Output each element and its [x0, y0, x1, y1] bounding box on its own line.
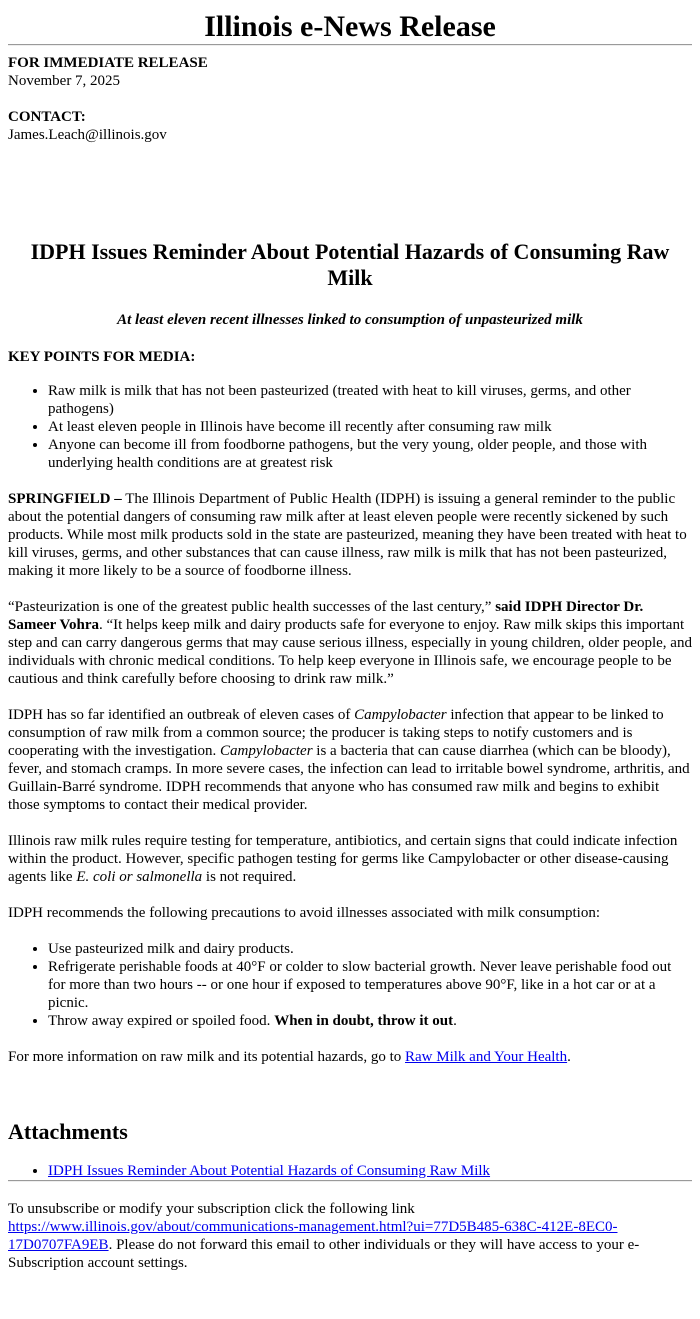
- dateline: SPRINGFIELD –: [8, 491, 122, 507]
- footer-text: To unsubscribe or modify your subscription click the following link: [8, 1201, 415, 1217]
- paragraph-text: Illinois raw milk rules require testing for temperature, antibiotics, and certain signs that could indicate infection within the product. However, specific pathogen testing for germs like Campylobacter or other disease-causing agents like: [8, 833, 678, 885]
- list-item: • Use pasteurized milk and dairy products.: [48, 940, 692, 958]
- list-item: • Refrigerate perishable foods at 40°F or colder to slow bacterial growth. Never leave perishable food out for more than two hours -- or one hour if exposed to temperatures above 90°F, like in a hot car or at a picnic.: [48, 958, 692, 1012]
- paragraph-springfield: [8, 490, 692, 580]
- paragraph-text: For more information on raw milk and its potential hazards, go to: [8, 1049, 406, 1065]
- paragraph-text: IDPH has so far identified an outbreak of eleven cases of: [8, 707, 355, 723]
- paragraph-more-info: [8, 1048, 692, 1066]
- key-points-list: [8, 382, 692, 472]
- paragraph-outbreak: [8, 706, 692, 814]
- list-item-text: Throw away expired or spoiled food.: [48, 1013, 275, 1029]
- paragraph-quote: [8, 598, 692, 688]
- attachments-title: Attachments: [8, 1119, 128, 1144]
- article-subhead: At least eleven recent illnesses linked to consumption of unpasteurized milk: [117, 312, 583, 328]
- list-item: [48, 1162, 692, 1180]
- paragraph-recommendations: IDPH recommends the following precautions to avoid illnesses associated with milk consumption:: [8, 905, 600, 921]
- list-item: • Raw milk is milk that has not been pasteurized (treated with heat to kill viruses, germs, and other pathogens): [48, 382, 692, 418]
- contact-info: [8, 108, 692, 144]
- quote-text: “Pasteurization is one of the greatest public health successes of the last century,”: [8, 599, 496, 615]
- list-item: • Anyone can become ill from foodborne pathogens, but the very young, older people, and those with underlying health conditions are at greatest risk: [48, 436, 692, 472]
- footer-unsubscribe: [8, 1200, 692, 1272]
- footer-text: . Please do not forward this email to other individuals or they will have access to your e-Subscription account settings.: [8, 1237, 640, 1271]
- emphasis-text: When in doubt, throw it out: [274, 1013, 454, 1029]
- attachments-list: [8, 1162, 692, 1180]
- divider-top: [8, 44, 692, 46]
- contact-email: James.Leach@illinois.gov: [8, 127, 167, 143]
- release-date: November 7, 2025: [8, 73, 121, 89]
- release-label: FOR IMMEDIATE RELEASE: [8, 55, 208, 71]
- key-points-title: KEY POINTS FOR MEDIA:: [8, 349, 196, 365]
- paragraph-text: .: [567, 1049, 571, 1065]
- list-item-text: .: [453, 1013, 457, 1029]
- article-headline: IDPH Issues Reminder About Potential Hazards of Consuming Raw Milk: [30, 239, 670, 290]
- pathogen-name: Campylobacter: [220, 743, 313, 759]
- quote-attribution: said IDPH Director Dr. Sameer Vohra: [8, 599, 644, 633]
- page-title: Illinois e-News Release: [204, 10, 496, 43]
- unsubscribe-link[interactable]: https://www.illinois.gov/about/communications-management.html?ui=77D5B485-638C-412E-8EC0-17D0707FA9EB: [8, 1219, 618, 1253]
- release-info: [8, 54, 692, 90]
- pathogen-name: Campylobacter: [354, 707, 447, 723]
- paragraph-text: is a bacteria that can cause diarrhea (which can be bloody), fever, and stomach cramps. In more severe cases, the infection can lead to irritable bowel syndrome, arthritis, and Guillain-Barré syndrome. IDPH recommends that anyone who has consumed raw milk and begins to exhibit those symptoms to contact their medical provider.: [8, 743, 690, 813]
- divider-bottom: [8, 1180, 692, 1182]
- quote-text: . “It helps keep milk and dairy products safe for everyone to enjoy. Raw milk skips this important step and can carry dangerous germs that may cause serious illness, especially in young children, older people, and individuals with chronic medical conditions. To help keep everyone in Illinois safe, we encourage people to be cautious and think carefully before choosing to drink raw milk.”: [8, 617, 692, 687]
- precautions-list: [8, 940, 692, 1030]
- raw-milk-health-link[interactable]: Raw Milk and Your Health: [405, 1049, 568, 1065]
- pathogen-name: E. coli or salmonella: [76, 869, 203, 885]
- list-item: • At least eleven people in Illinois have become ill recently after consuming raw milk: [48, 418, 692, 436]
- paragraph-text: is not required.: [202, 869, 297, 885]
- contact-label: CONTACT:: [8, 109, 86, 125]
- list-item: [48, 1012, 692, 1030]
- attachment-link[interactable]: IDPH Issues Reminder About Potential Hazards of Consuming Raw Milk: [48, 1163, 491, 1179]
- paragraph-text: The Illinois Department of Public Health (IDPH) is issuing a general reminder to the public about the potential dangers of consuming raw milk after at least eleven people were recently sickened by such products. While most milk products sold in the state are pasteurized, meaning they have been treated with heat to kill viruses, germs, and other substances that can cause illness, raw milk is milk that has not been pasteurized, making it more likely to be a source of foodborne illness.: [8, 491, 687, 579]
- paragraph-rules: [8, 832, 692, 886]
- paragraph-text: infection that appear to be linked to consumption of raw milk from a common source; the producer is taking steps to notify customers and is cooperating with the investigation.: [8, 707, 664, 759]
